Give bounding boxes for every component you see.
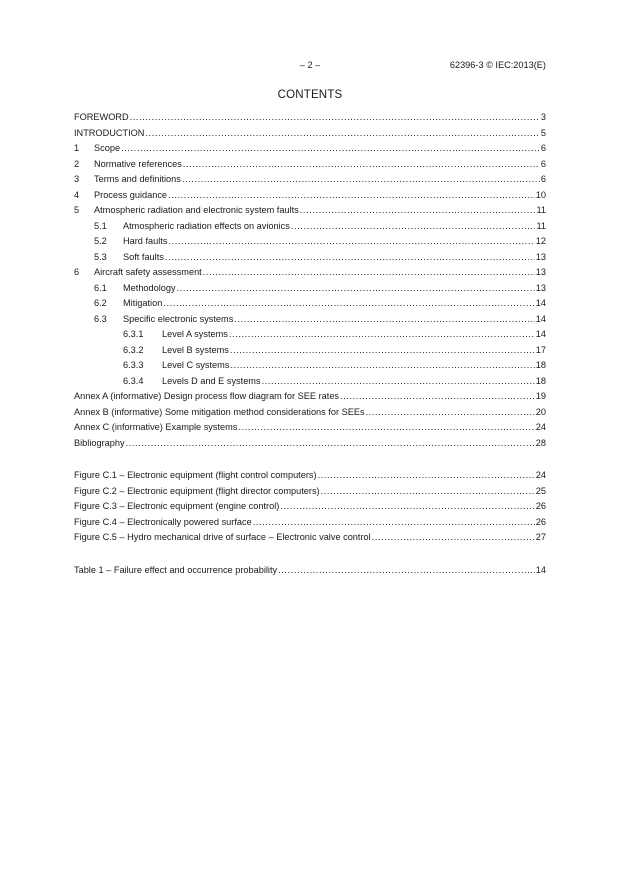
toc-entry-specific-systems[interactable]: 6.3 Specific electronic systems ..... 14 — [74, 314, 546, 330]
section-gap — [74, 453, 546, 470]
toc-entry-bibliography[interactable]: Bibliography ..... 28 — [74, 438, 546, 454]
toc-entry-terms-definitions[interactable]: 3 Terms and definitions ..... 6 — [74, 174, 546, 190]
table-of-contents — [74, 112, 546, 580]
toc-entry-process-guidance[interactable]: 4 Process guidance ..... 10 — [74, 190, 546, 206]
page-number: – 2 – — [299, 60, 321, 70]
table-entry-1[interactable]: Table 1 – Failure effect and occurrence probability ..... 14 — [74, 565, 546, 581]
figure-entry-c2[interactable]: Figure C.2 – Electronic equipment (flight director computers) ..... 25 — [74, 486, 546, 502]
figure-entry-c4[interactable]: Figure C.4 – Electronically powered surface ..... 26 — [74, 517, 546, 533]
figure-entry-c1[interactable]: Figure C.1 – Electronic equipment (flight control computers) ..... 24 — [74, 470, 546, 486]
toc-entry-soft-faults[interactable]: 5.3 Soft faults ..... 13 — [74, 252, 546, 268]
figure-entry-c3[interactable]: Figure C.3 – Electronic equipment (engine control) ..... 26 — [74, 501, 546, 517]
toc-entry-annex-a[interactable]: Annex A (informative) Design process flow diagram for SEE rates ..... 19 — [74, 391, 546, 407]
toc-entry-mitigation[interactable]: 6.2 Mitigation ..... 14 — [74, 298, 546, 314]
toc-entry-foreword[interactable]: FOREWORD ..... 3 — [74, 112, 546, 128]
toc-entry-annex-c[interactable]: Annex C (informative) Example systems ..... 24 — [74, 422, 546, 438]
toc-entry-level-b[interactable]: 6.3.2 Level B systems ..... 17 — [74, 345, 546, 361]
toc-entry-radiation-effects[interactable]: 5.1 Atmospheric radiation effects on avionics ..... 11 — [74, 221, 546, 237]
toc-entry-levels-d-e[interactable]: 6.3.4 Levels D and E systems ..... 18 — [74, 376, 546, 392]
toc-entry-methodology[interactable]: 6.1 Methodology ..... 13 — [74, 283, 546, 299]
toc-entry-safety-assessment[interactable]: 6 Aircraft safety assessment ..... 13 — [74, 267, 546, 283]
toc-entry-annex-b[interactable]: Annex B (informative) Some mitigation method considerations for SEEs ..... 20 — [74, 407, 546, 423]
toc-entry-scope[interactable]: 1 Scope ..... 6 — [74, 143, 546, 159]
standard-reference: 62396-3 © IEC:2013(E) — [449, 60, 546, 70]
figure-entry-c5[interactable]: Figure C.5 – Hydro mechanical drive of surface – Electronic valve control ..... 27 — [74, 532, 546, 548]
toc-entry-atmospheric-radiation[interactable]: 5 Atmospheric radiation and electronic system faults ..... 11 — [74, 205, 546, 221]
page-header — [74, 60, 546, 74]
toc-entry-introduction[interactable]: INTRODUCTION ..... 5 — [74, 128, 546, 144]
toc-entry-hard-faults[interactable]: 5.2 Hard faults ..... 12 — [74, 236, 546, 252]
section-gap — [74, 548, 546, 565]
toc-entry-level-c[interactable]: 6.3.3 Level C systems ..... 18 — [74, 360, 546, 376]
contents-title: CONTENTS — [277, 89, 343, 101]
toc-entry-level-a[interactable]: 6.3.1 Level A systems ..... 14 — [74, 329, 546, 345]
toc-entry-normative-references[interactable]: 2 Normative references ..... 6 — [74, 159, 546, 175]
